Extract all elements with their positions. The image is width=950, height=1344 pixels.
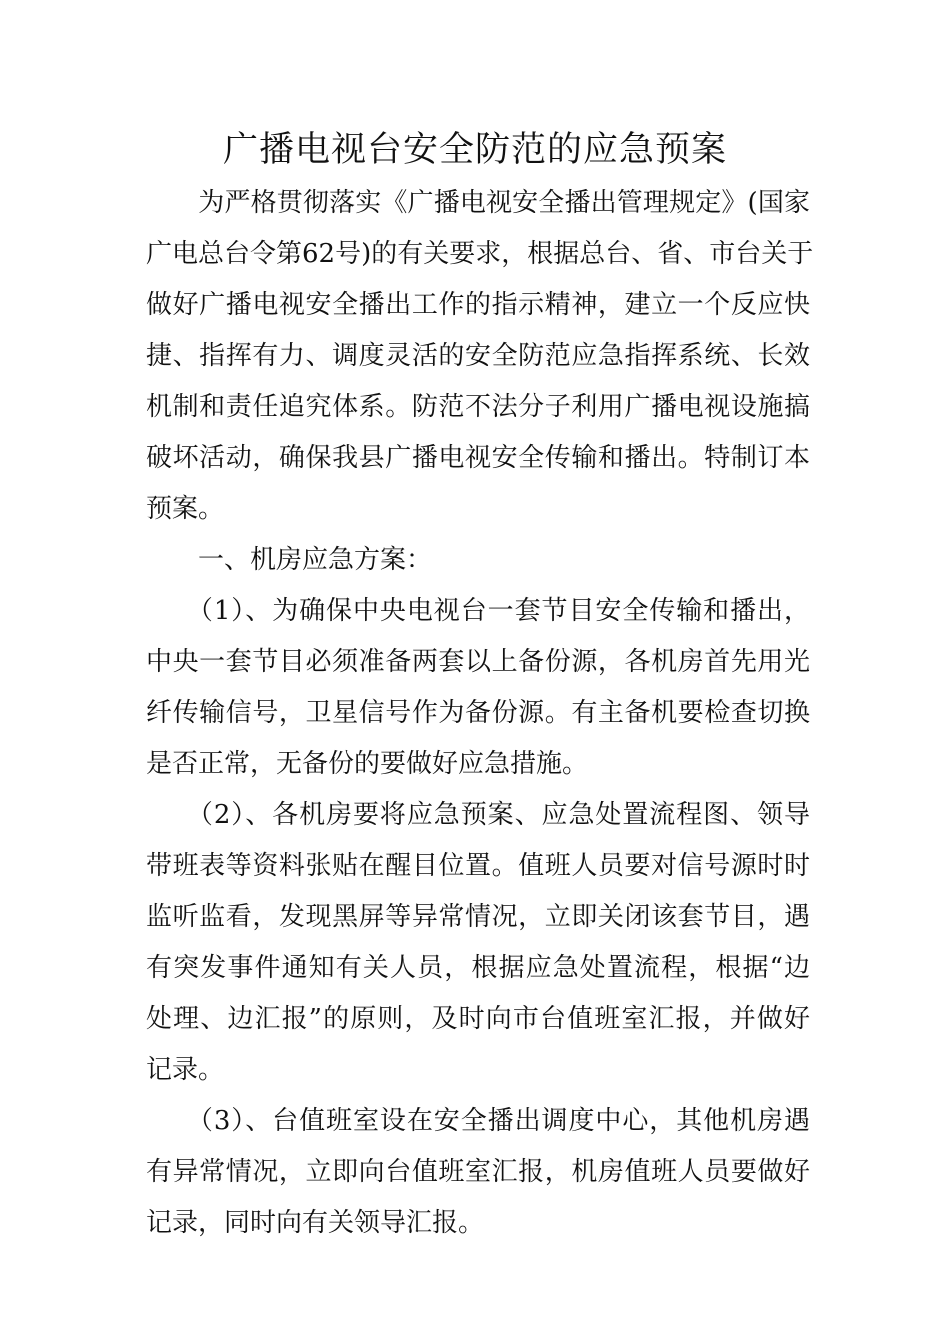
paragraph-line: 破坏活动，确保我县广播电视安全传输和播出。特制订本: [146, 443, 810, 473]
paragraph-line: 记录。: [146, 1055, 225, 1085]
paragraph-line: 记录，同时向有关领导汇报。: [146, 1208, 485, 1238]
paragraph-item-2: [146, 790, 810, 1096]
paragraph-line: 带班表等资料张贴在醒目位置。值班人员要对信号源时时: [146, 851, 810, 881]
paragraph-line: 做好广播电视安全播出工作的指示精神，建立一个反应快: [146, 290, 810, 320]
document-body: [146, 178, 814, 1249]
paragraph-line: 处理、边汇报”的原则，及时向市台值班室汇报，并做好: [146, 1004, 810, 1034]
paragraph-intro: [146, 178, 814, 535]
paragraph-line: 有异常情况，立即向台值班室汇报，机房值班人员要做好: [146, 1157, 810, 1187]
paragraph-item-1: [146, 586, 810, 790]
document-title: 广播电视台安全防范的应急预案: [222, 130, 727, 170]
paragraph-line: 预案。: [146, 494, 225, 524]
paragraph-line: 为严格贯彻落实《广播电视安全播出管理规定》(国家: [146, 188, 810, 218]
section-heading: [146, 535, 810, 586]
paragraph-line: 广电总台令第62号)的有关要求，根据总台、省、市台关于: [146, 239, 814, 269]
paragraph-line: （1）、为确保中央电视台一套节目安全传输和播出，: [146, 596, 810, 626]
paragraph-line: 纤传输信号，卫星信号作为备份源。有主备机要检查切换: [146, 698, 810, 728]
paragraph-line: 是否正常，无备份的要做好应急措施。: [146, 749, 589, 779]
paragraph-line: 有突发事件通知有关人员，根据应急处置流程，根据“边: [146, 953, 810, 983]
section-heading-text: 一、机房应急方案：: [146, 545, 433, 575]
paragraph-line: 捷、指挥有力、调度灵活的安全防范应急指挥系统、长效: [146, 341, 810, 371]
paragraph-line: 机制和责任追究体系。防范不法分子利用广播电视设施搞: [146, 392, 810, 422]
paragraph-line: 监听监看，发现黑屏等异常情况，立即关闭该套节目，遇: [146, 902, 810, 932]
paragraph-line: （2）、各机房要将应急预案、应急处置流程图、领导: [146, 800, 810, 830]
paragraph-line: （3）、台值班室设在安全播出调度中心，其他机房遇: [146, 1106, 810, 1136]
paragraph-line: 中央一套节目必须准备两套以上备份源，各机房首先用光: [146, 647, 810, 677]
paragraph-item-3: [146, 1096, 810, 1249]
